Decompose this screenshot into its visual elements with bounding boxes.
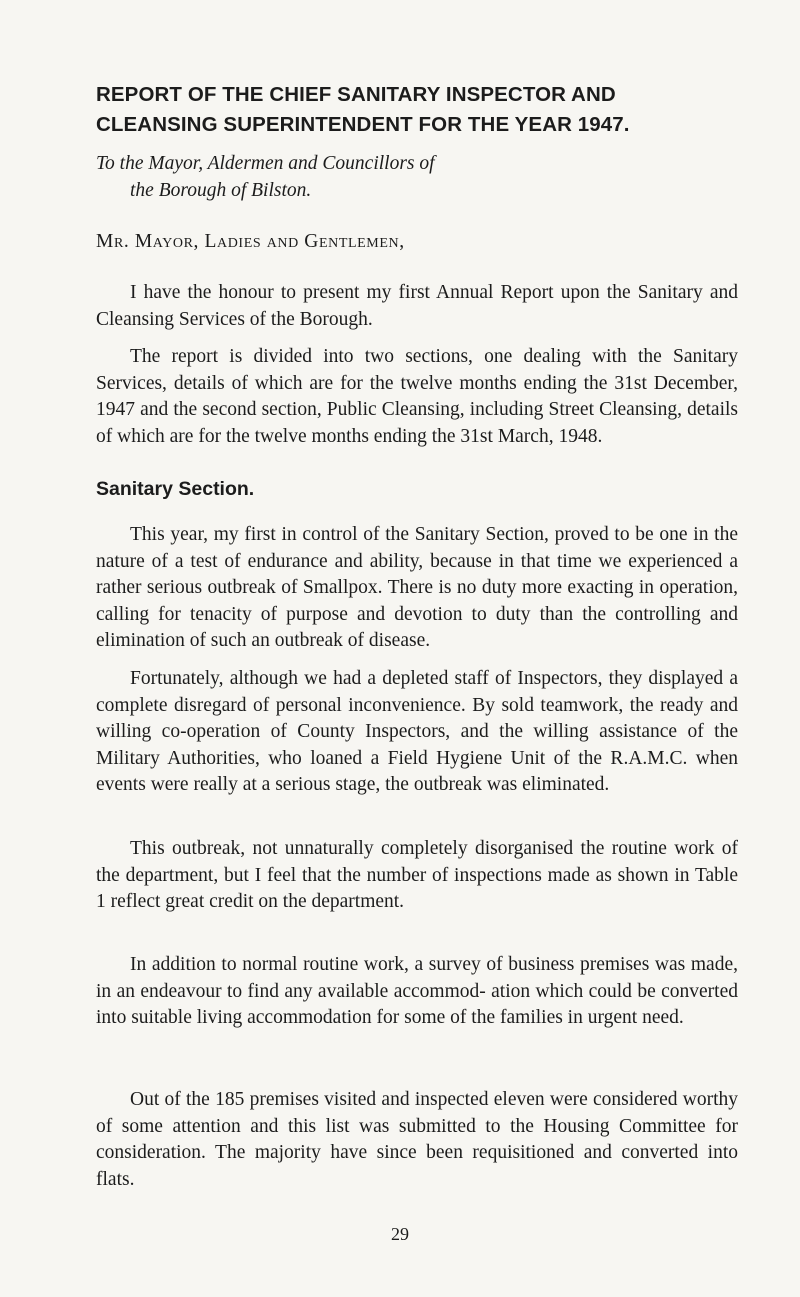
- section-paragraph-5: Out of the 185 premises visited and inspected eleven were considered worthy of some attention and this list was submitted to the Housing Committee for consideration. The majority have since been requisitioned and converted into flats.: [96, 1089, 738, 1190]
- salutation: Mr. Mayor, Ladies and Gentlemen,: [96, 231, 405, 252]
- report-title-line-2: CLEANSING SUPERINTENDENT FOR THE YEAR 1947.: [96, 113, 630, 136]
- intro-paragraph-2: The report is divided into two sections, one dealing with the Sanitary Services, details of which are for the twelve months ending the 31st December, 1947 and the second section, Public Cleansing, including Street Cleansing, details of which are for the twelve months ending the 31st March, 1948.: [96, 346, 738, 447]
- addressee-line-2: the Borough of Bilston.: [130, 180, 312, 201]
- section-paragraph-2: Fortunately, although we had a depleted staff of Inspectors, they displayed a complete disregard of personal inconvenience. By sold teamwork, the ready and willing co-operation of County Inspectors, and the willing assistance of the Military Authorities, who loaned a Field Hygiene Unit of the R.A.M.C. when events were really at a serious stage, the outbreak was eliminated.: [96, 668, 738, 796]
- page-number: 29: [391, 1224, 409, 1244]
- section-paragraph-3: This outbreak, not unnaturally completely disorganised the routine work of the department, but I feel that the number of inspections made as shown in Table 1 reflect great credit on the department.: [96, 838, 738, 913]
- report-title-line-1: REPORT OF THE CHIEF SANITARY INSPECTOR AND: [96, 83, 616, 106]
- intro-paragraph-1: I have the honour to present my first Annual Report upon the Sanitary and Cleansing Services of the Borough.: [96, 282, 738, 330]
- report-title: [96, 80, 736, 140]
- section-heading: Sanitary Section.: [96, 478, 255, 500]
- addressee: [96, 150, 736, 204]
- addressee-line-1: To the Mayor, Aldermen and Councillors of: [96, 153, 435, 174]
- section-paragraph-4: In addition to normal routine work, a survey of business premises was made, in an endeavour to find any available accommod- ation which could be converted into suitable living accommodation for some of the families in urgent need.: [96, 954, 738, 1029]
- section-paragraph-1: This year, my first in control of the Sanitary Section, proved to be one in the nature of a test of endurance and ability, because in that time we experienced a rather serious outbreak of Smallpox. There is no duty more exacting in operation, calling for tenacity of purpose and devotion to duty than the controlling and elimination of such an outbreak of disease.: [96, 524, 738, 652]
